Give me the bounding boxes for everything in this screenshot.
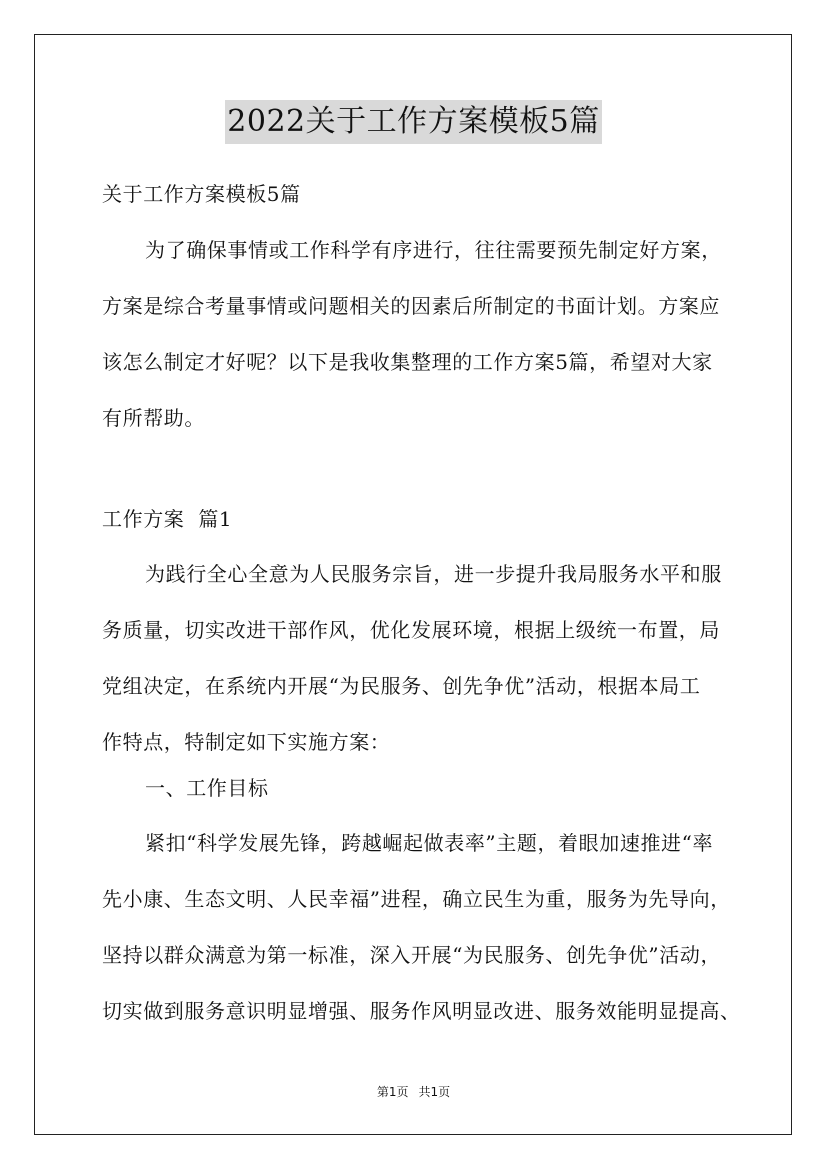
goal-line: 切实做到服务意识明显增强、服务作风明显改进、服务效能明显提高、 — [102, 999, 741, 1023]
intro-line: 方案是综合考量事情或问题相关的因素后所制定的书面计划。方案应 — [102, 294, 720, 318]
document-title: 2022关于工作方案模板5篇 — [225, 100, 601, 144]
page-total: 共1页 — [418, 1085, 451, 1099]
section-line: 党组决定，在系统内开展“为民服务、创先争优”活动，根据本局工 — [102, 674, 701, 698]
document-subtitle-block — [102, 166, 740, 222]
goal-paragraph — [102, 815, 740, 1039]
section-line: 务质量，切实改进干部作风，优化发展环境，根据上级统一布置，局 — [102, 618, 720, 642]
goal-subheading: 一、工作目标 — [145, 776, 269, 800]
goal-line: 先小康、生态文明、人民幸福”进程，确立民生为重，服务为先导向， — [102, 887, 731, 911]
goal-line: 紧扣“科学发展先锋，跨越崛起做表率”主题，着眼加速推进“率 — [145, 831, 714, 855]
intro-line: 有所帮助。 — [102, 406, 205, 430]
section-paragraph — [102, 546, 740, 770]
intro-line: 该怎么制定才好呢？以下是我收集整理的工作方案5篇，希望对大家 — [102, 350, 713, 374]
intro-paragraph — [102, 222, 740, 446]
subheading-block — [102, 760, 740, 816]
title-container — [0, 100, 827, 144]
page-footer — [0, 1083, 827, 1100]
section-heading-block — [102, 491, 740, 547]
section-line: 为践行全心全意为人民服务宗旨，进一步提升我局服务水平和服 — [145, 562, 722, 586]
page-number: 第1页 — [376, 1085, 409, 1099]
intro-line: 为了确保事情或工作科学有序进行，往往需要预先制定好方案， — [145, 238, 722, 262]
section-heading: 工作方案 篇1 — [102, 507, 233, 531]
document-subtitle: 关于工作方案模板5篇 — [102, 182, 301, 206]
goal-line: 坚持以群众满意为第一标准，深入开展“为民服务、创先争优”活动， — [102, 943, 722, 967]
section-line: 作特点，特制定如下实施方案： — [102, 730, 391, 754]
